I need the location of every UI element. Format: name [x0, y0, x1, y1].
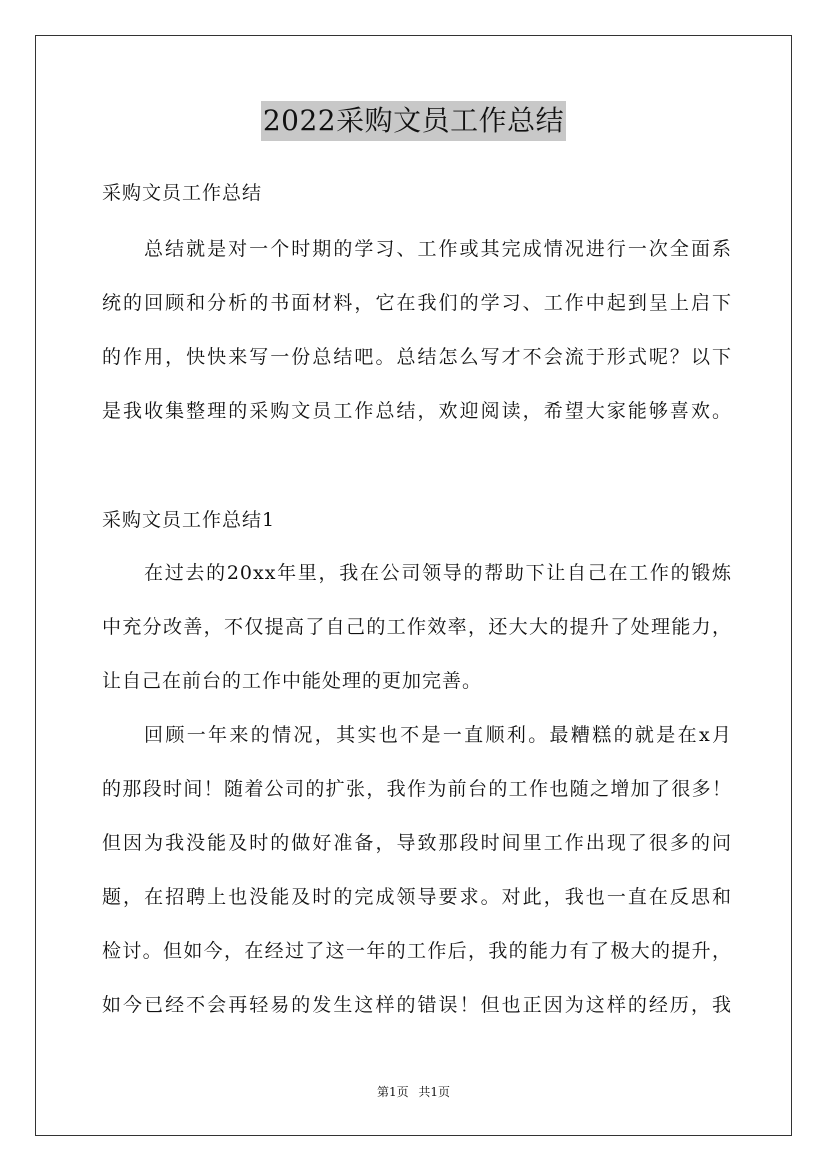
paragraph-line: 统的回顾和分析的书面材料，它在我们的学习、工作中起到呈上启下	[102, 292, 732, 314]
section-heading: 采购文员工作总结1	[102, 509, 276, 531]
paragraph-line: 在过去的20xx年里，我在公司领导的帮助下让自己在工作的锻炼	[144, 562, 732, 584]
document-title-wrap	[0, 101, 827, 141]
paragraph-line: 是我收集整理的采购文员工作总结，欢迎阅读，希望大家能够喜欢。	[102, 400, 732, 422]
paragraph-line: 中充分改善，不仅提高了自己的工作效率，还大大的提升了处理能力，	[102, 616, 732, 638]
section-heading: 采购文员工作总结	[102, 182, 263, 204]
paragraph-line: 题，在招聘上也没能及时的完成领导要求。对此，我也一直在反思和	[102, 886, 732, 908]
paragraph-line: 回顾一年来的情况，其实也不是一直顺利。最糟糕的就是在x月	[144, 724, 732, 746]
paragraph-line: 检讨。但如今，在经过了这一年的工作后，我的能力有了极大的提升，	[102, 940, 732, 962]
paragraph-line: 但因为我没能及时的做好准备，导致那段时间里工作出现了很多的问	[102, 832, 732, 854]
page-number: 第1页	[376, 1085, 409, 1099]
paragraph-line: 的那段时间！随着公司的扩张，我作为前台的工作也随之增加了很多！	[102, 778, 732, 800]
page-total: 共1页	[418, 1085, 451, 1099]
page-footer	[0, 1084, 827, 1100]
paragraph-line: 让自己在前台的工作中能处理的更加完善。	[102, 670, 483, 692]
paragraph-line: 总结就是对一个时期的学习、工作或其完成情况进行一次全面系	[144, 238, 732, 260]
document-title: 2022采购文员工作总结	[261, 101, 566, 141]
paragraph-line: 的作用，快快来写一份总结吧。总结怎么写才不会流于形式呢？以下	[102, 346, 732, 368]
paragraph-line: 如今已经不会再轻易的发生这样的错误！但也正因为这样的经历，我	[102, 994, 732, 1016]
